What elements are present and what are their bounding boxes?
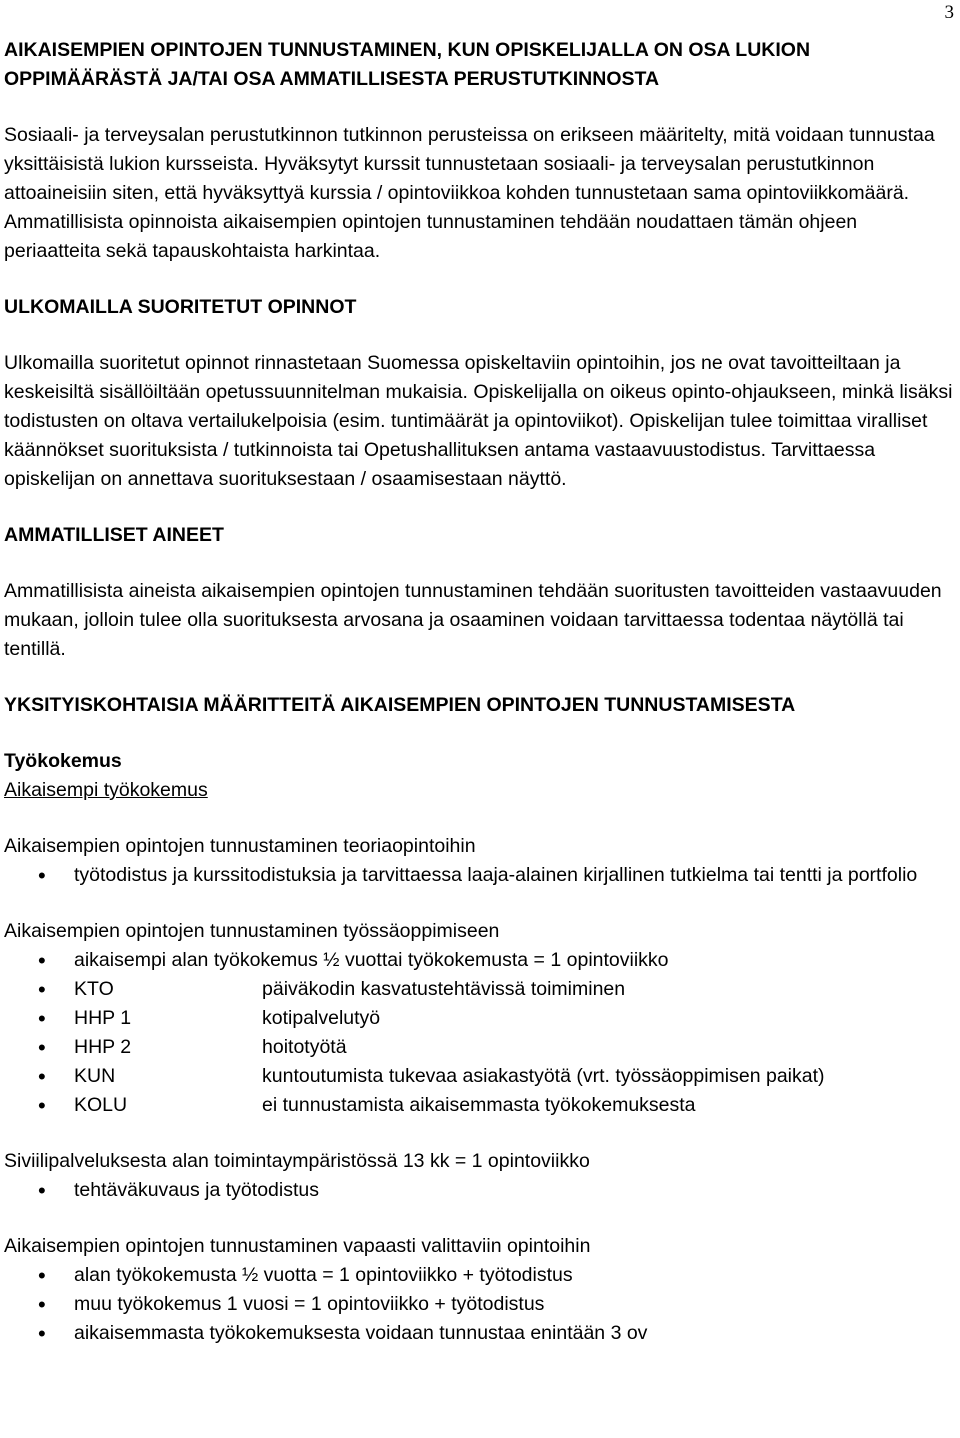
code-cell: KOLU — [74, 1094, 128, 1116]
code-cell: KUN — [74, 1065, 116, 1087]
paragraph-ammatilliset: Ammatillisista aineista aikaisempien opintojen tunnustaminen tehdään suoritusten tavoitteiden vastaavuuden mukaan, jolloin tulee olla suorituksesta arvosana ja osaaminen voidaan tarvittaessa todentaa näytöllä tai tentillä. — [4, 580, 942, 660]
list-item — [4, 1091, 954, 1120]
vapaa-intro: Aikaisempien opintojen tunnustaminen vapaasti valittaviin opintoihin — [4, 1235, 591, 1257]
tyossa-list — [4, 946, 954, 1120]
teoria-intro: Aikaisempien opintojen tunnustaminen teoriaopintoihin — [4, 835, 476, 857]
subheading-tyokokemus: Työkokemus — [4, 750, 122, 772]
desc-cell: ei tunnustamista aikaisemmasta työkokemuksesta — [262, 1094, 696, 1116]
list-item: • tehtäväkuvaus ja työtodistus — [4, 1176, 954, 1205]
desc-cell: päiväkodin kasvatustehtävissä toimiminen — [262, 978, 626, 1000]
list-item: • aikaisemmasta työkokemuksesta voidaan tunnustaa enintään 3 ov — [4, 1319, 954, 1348]
sivi-list — [4, 1176, 954, 1205]
list-item: • alan työkokemusta ½ vuotta = 1 opintoviikko + työtodistus — [4, 1261, 954, 1290]
list-item — [4, 1004, 954, 1033]
paragraph-ulkomailla: Ulkomailla suoritetut opinnot rinnastetaan Suomessa opiskeltaviin opintoihin, jos ne ovat tavoitteiltaan ja keskeisiltä sisällöiltään opetussuunnitelman mukaisia. Opiskelijalla on oikeus opinto-ohjaukseen, minkä lisäksi todistusten on oltava vertailukelpoisia (esim. tuntimäärät ja opintoviikot). Opiskelijan tulee toimittaa viralliset käännökset suorituksista / tutkinnoista tai Opetushallituksen antama vastaavuustodistus. Tarvittaessa opiskelijan on annettava suorituksestaan / osaamisestaan näyttö. — [4, 352, 953, 490]
vapaa-list — [4, 1261, 954, 1348]
tyossa-intro: Aikaisempien opintojen tunnustaminen työssäoppimiseen — [4, 920, 500, 942]
heading-ulkomailla: ULKOMAILLA SUORITETUT OPINNOT — [4, 296, 357, 318]
page-number: 3 — [944, 2, 954, 23]
paragraph-lukio: Sosiaali- ja terveysalan perustutkinnon tutkinnon perusteissa on erikseen määritelty, mitä voidaan tunnustaa yksittäisistä lukion kursseista. Hyväksytyt kurssit tunnustetaan sosiaali- ja terveysalan perustutkinnon attoaineisiin siten, että hyväksyttyä kurssia / opintoviikkoa kohden tunnustetaan sama opintoviikkomäärä. Ammatillisista opinnoista aikaisempien opintojen tunnustaminen tehdään noudattaen tämän ohjeen periaatteita sekä tapauskohtaista harkintaa. — [4, 124, 935, 262]
list-item: • työtodistus ja kurssitodistuksia ja tarvittaessa laaja-alainen kirjallinen tutkielma tai tentti ja portfolio — [4, 861, 954, 890]
sivi-intro: Siviilipalveluksesta alan toimintaympäristössä 13 kk = 1 opintoviikko — [4, 1150, 590, 1172]
desc-cell: kuntoutumista tukevaa asiakastyötä (vrt. työssäoppimisen paikat) — [262, 1065, 825, 1087]
heading-yksityiskohtaisia: YKSITYISKOHTAISIA MÄÄRITTEITÄ AIKAISEMPIEN OPINTOJEN TUNNUSTAMISESTA — [4, 694, 796, 716]
desc-cell: hoitotyötä — [262, 1036, 347, 1058]
desc-cell: kotipalvelutyö — [262, 1007, 381, 1029]
heading-aikaisempien-opintojen: AIKAISEMPIEN OPINTOJEN TUNNUSTAMINEN, KUN OPISKELIJALLA ON OSA LUKION OPPIMÄÄRÄSTÄ JA/TAI OSA AMMATILLISESTA PERUSTUTKINNOSTA — [4, 39, 811, 90]
code-cell: KTO — [74, 978, 114, 1000]
list-item — [4, 975, 954, 1004]
list-item — [4, 1033, 954, 1062]
list-item: • muu työkokemus 1 vuosi = 1 opintoviikko + työtodistus — [4, 1290, 954, 1319]
list-item: • aikaisempi alan työkokemus ½ vuottai työkokemusta = 1 opintoviikko — [4, 946, 954, 975]
list-item — [4, 1062, 954, 1091]
page-content — [4, 36, 954, 1348]
subheading-aikaisempi-tyokokemus: Aikaisempi työkokemus — [4, 779, 208, 801]
code-cell: HHP 1 — [74, 1007, 132, 1029]
teoria-list — [4, 861, 954, 890]
heading-ammatilliset-aineet: AMMATILLISET AINEET — [4, 524, 224, 546]
code-cell: HHP 2 — [74, 1036, 132, 1058]
